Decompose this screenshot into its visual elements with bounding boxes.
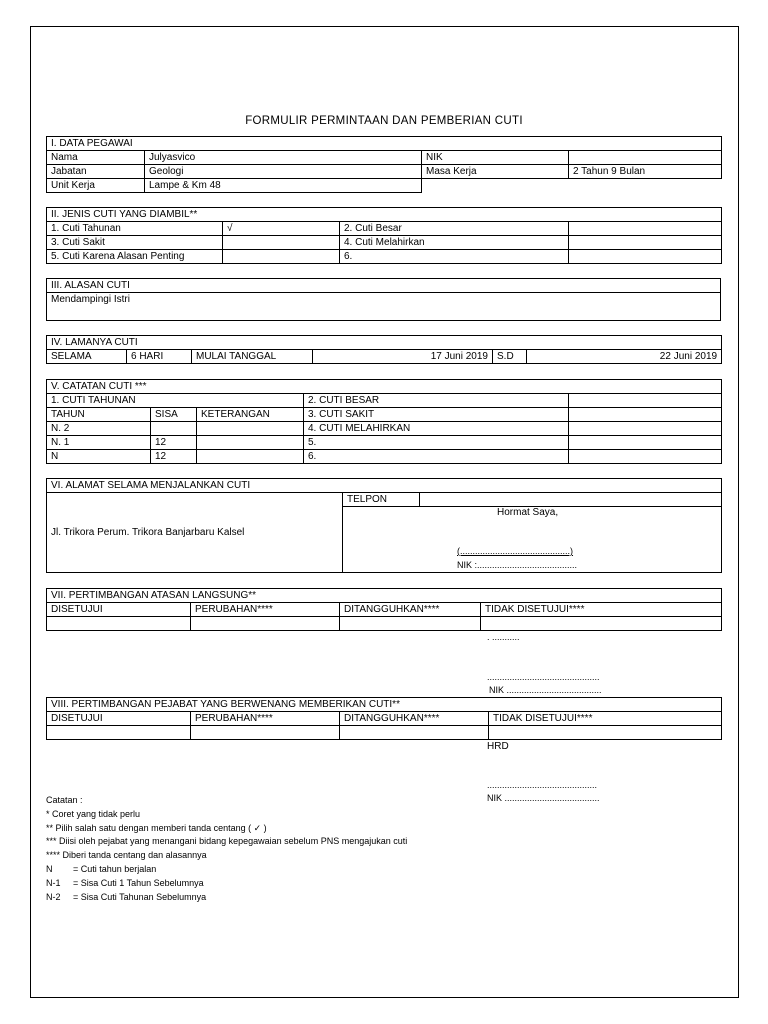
check-cuti-sakit[interactable] bbox=[223, 236, 340, 250]
check-ditangguhkan[interactable] bbox=[340, 617, 481, 631]
hrd-label: HRD bbox=[487, 741, 509, 752]
label-cuti-6: 6. bbox=[304, 450, 569, 464]
atasan-nik-line: NIK ...................................... bbox=[489, 685, 602, 695]
atasan-signature-line: ............................................. bbox=[487, 672, 600, 682]
value-nama[interactable]: Julyasvico bbox=[145, 151, 422, 165]
check-cuti-tahunan[interactable]: √ bbox=[223, 222, 340, 236]
notes-title: Catatan : bbox=[46, 795, 83, 805]
label-mulai-tanggal: MULAI TANGGAL bbox=[192, 350, 313, 364]
col-ditangguhkan: DITANGGUHKAN**** bbox=[340, 603, 481, 617]
label-cuti-tahunan: 1. Cuti Tahunan bbox=[47, 222, 223, 236]
label-cuti-tahunan: 1. CUTI TAHUNAN bbox=[47, 394, 304, 408]
label-sd: S.D bbox=[493, 350, 527, 364]
row-keterangan[interactable] bbox=[197, 450, 304, 464]
legend-value: = Sisa Cuti 1 Tahun Sebelumnya bbox=[73, 877, 204, 888]
col-tahun: TAHUN bbox=[47, 408, 151, 422]
check-perubahan[interactable] bbox=[191, 726, 340, 740]
label-cuti-besar: 2. CUTI BESAR bbox=[304, 394, 569, 408]
value-masa-kerja[interactable]: 2 Tahun 9 Bulan bbox=[569, 165, 722, 179]
row-sisa[interactable] bbox=[151, 422, 197, 436]
value-cuti-sakit[interactable] bbox=[569, 408, 722, 422]
legend-row bbox=[46, 877, 407, 891]
note-line: *** Diisi oleh pejabat yang menangani bidang kepegawaian sebelum PNS mengajukan cuti bbox=[46, 836, 408, 847]
section-header: II. JENIS CUTI YANG DIAMBIL** bbox=[47, 208, 722, 222]
col-perubahan: PERUBAHAN**** bbox=[191, 712, 340, 726]
nik-line: NIK :........................................ bbox=[457, 560, 578, 570]
value-mulai-tanggal[interactable]: 17 Juni 2019 bbox=[313, 350, 493, 364]
label-masa-kerja: Masa Kerja bbox=[422, 165, 569, 179]
hrd-nik-line: NIK ...................................... bbox=[487, 793, 600, 803]
label-cuti-besar: 2. Cuti Besar bbox=[340, 222, 569, 236]
value-cuti-besar[interactable] bbox=[569, 394, 722, 408]
section-alamat bbox=[46, 478, 722, 573]
row-tahun: N. 1 bbox=[47, 436, 151, 450]
value-nik[interactable] bbox=[569, 151, 722, 165]
value-sampai-tanggal[interactable]: 22 Juni 2019 bbox=[527, 350, 722, 364]
label-telpon: TELPON bbox=[343, 493, 420, 507]
value-jabatan[interactable]: Geologi bbox=[145, 165, 422, 179]
col-disetujui: DISETUJUI bbox=[47, 712, 191, 726]
col-perubahan: PERUBAHAN**** bbox=[191, 603, 340, 617]
label-unit-kerja: Unit Kerja bbox=[47, 179, 145, 193]
col-disetujui: DISETUJUI bbox=[47, 603, 191, 617]
label-selama: SELAMA bbox=[47, 350, 127, 364]
legend-key: N-1 bbox=[46, 877, 61, 888]
value-unit-kerja[interactable]: Lampe & Km 48 bbox=[145, 179, 422, 193]
legend-row bbox=[46, 863, 407, 877]
value-telpon[interactable] bbox=[420, 493, 722, 507]
section-lamanya-cuti bbox=[46, 335, 722, 364]
note-line: * Coret yang tidak perlu bbox=[46, 808, 141, 819]
value-alamat[interactable]: Jl. Trikora Perum. Trikora Banjarbaru Kalsel bbox=[47, 493, 343, 573]
section-jenis-cuti bbox=[46, 207, 722, 264]
check-cuti-melahirkan[interactable] bbox=[569, 236, 722, 250]
check-ditangguhkan[interactable] bbox=[340, 726, 489, 740]
section-catatan-cuti bbox=[46, 379, 722, 464]
section-header: VIII. PERTIMBANGAN PEJABAT YANG BERWENANG MEMBERIKAN CUTI** bbox=[47, 698, 722, 712]
label-nama: Nama bbox=[47, 151, 145, 165]
section-header: IV. LAMANYA CUTI bbox=[47, 336, 722, 350]
check-cuti-lain[interactable] bbox=[569, 250, 722, 264]
row-keterangan[interactable] bbox=[197, 436, 304, 450]
check-disetujui[interactable] bbox=[47, 617, 191, 631]
section-header: VI. ALAMAT SELAMA MENJALANKAN CUTI bbox=[47, 479, 722, 493]
legend-value: = Sisa Cuti Tahunan Sebelumnya bbox=[73, 891, 207, 902]
value-cuti-6[interactable] bbox=[569, 450, 722, 464]
row-tahun: N. 2 bbox=[47, 422, 151, 436]
section-alasan-cuti bbox=[46, 278, 721, 321]
label-cuti-5: 5. bbox=[304, 436, 569, 450]
atasan-title-line: . ........... bbox=[487, 632, 520, 642]
signature-line: (............................................) bbox=[457, 546, 574, 556]
check-tidak-disetujui[interactable] bbox=[489, 726, 722, 740]
col-keterangan: KETERANGAN bbox=[197, 408, 304, 422]
legend-row bbox=[46, 891, 407, 905]
label-cuti-alasan-penting: 5. Cuti Karena Alasan Penting bbox=[47, 250, 223, 264]
col-sisa: SISA bbox=[151, 408, 197, 422]
legend-value: = Cuti tahun berjalan bbox=[73, 863, 157, 874]
check-cuti-alasan-penting[interactable] bbox=[223, 250, 340, 264]
form-title: FORMULIR PERMINTAAN DAN PEMBERIAN CUTI bbox=[245, 115, 523, 127]
col-ditangguhkan: DITANGGUHKAN**** bbox=[340, 712, 489, 726]
label-nik: NIK bbox=[422, 151, 569, 165]
section-header: III. ALASAN CUTI bbox=[47, 279, 721, 293]
legend-key: N-2 bbox=[46, 891, 61, 902]
hormat-saya: Hormat Saya, bbox=[497, 507, 559, 518]
notes-block bbox=[46, 794, 407, 904]
row-keterangan[interactable] bbox=[197, 422, 304, 436]
row-sisa[interactable]: 12 bbox=[151, 436, 197, 450]
col-tidak-disetujui: TIDAK DISETUJUI**** bbox=[489, 712, 722, 726]
section-atasan-langsung bbox=[46, 588, 722, 631]
section-pejabat-berwenang bbox=[46, 697, 722, 740]
check-tidak-disetujui[interactable] bbox=[481, 617, 722, 631]
value-cuti-melahirkan[interactable] bbox=[569, 422, 722, 436]
note-line: ** Pilih salah satu dengan memberi tanda centang ( ✓ ) bbox=[46, 822, 267, 833]
label-cuti-sakit: 3. CUTI SAKIT bbox=[304, 408, 569, 422]
label-cuti-melahirkan: 4. Cuti Melahirkan bbox=[340, 236, 569, 250]
row-sisa[interactable]: 12 bbox=[151, 450, 197, 464]
label-cuti-melahirkan: 4. CUTI MELAHIRKAN bbox=[304, 422, 569, 436]
section-data-pegawai bbox=[46, 136, 722, 193]
check-cuti-besar[interactable] bbox=[569, 222, 722, 236]
label-cuti-lain: 6. bbox=[340, 250, 569, 264]
value-cuti-5[interactable] bbox=[569, 436, 722, 450]
col-tidak-disetujui: TIDAK DISETUJUI**** bbox=[481, 603, 722, 617]
label-jabatan: Jabatan bbox=[47, 165, 145, 179]
check-disetujui[interactable] bbox=[47, 726, 191, 740]
hrd-signature-line: ............................................ bbox=[487, 780, 598, 790]
section-header: I. DATA PEGAWAI bbox=[47, 137, 722, 151]
row-tahun: N bbox=[47, 450, 151, 464]
label-cuti-sakit: 3. Cuti Sakit bbox=[47, 236, 223, 250]
legend-key: N bbox=[46, 863, 53, 874]
check-perubahan[interactable] bbox=[191, 617, 340, 631]
section-header: V. CATATAN CUTI *** bbox=[47, 380, 722, 394]
section-header: VII. PERTIMBANGAN ATASAN LANGSUNG** bbox=[47, 589, 722, 603]
note-line: **** Diberi tanda centang dan alasannya bbox=[46, 850, 207, 861]
value-selama[interactable]: 6 HARI bbox=[127, 350, 192, 364]
value-alasan-cuti[interactable]: Mendampingi Istri bbox=[47, 293, 721, 321]
